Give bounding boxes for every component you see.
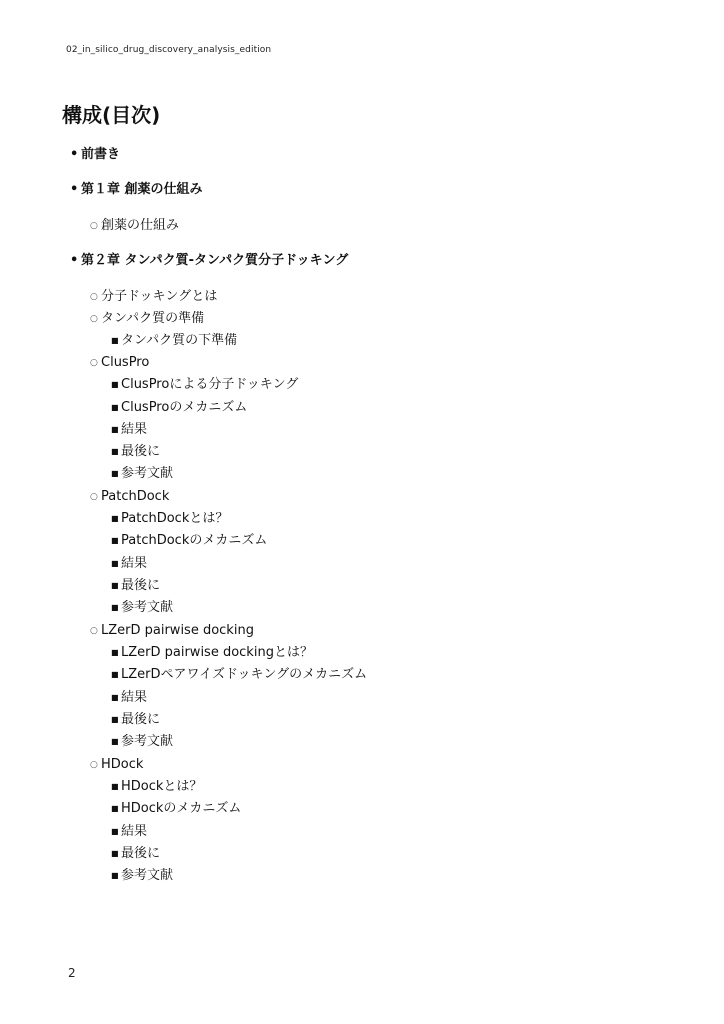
toc-item-label: 最後に — [121, 846, 161, 861]
circle-bullet-icon: ○ — [90, 626, 98, 636]
square-bullet-icon: ■ — [111, 871, 119, 880]
square-bullet-icon: ■ — [111, 804, 119, 813]
toc-item-hdock — [90, 756, 143, 774]
toc-item-label: 結果 — [121, 824, 148, 839]
square-bullet-icon: ■ — [111, 425, 119, 434]
running-header: 02_in_silico_drug_discovery_analysis_edition — [66, 45, 272, 55]
toc-item-cluspro-mechanism — [111, 399, 247, 417]
toc-item-label: 参考文献 — [121, 734, 174, 749]
bullet-icon: • — [70, 253, 79, 268]
toc-item-patchdock-results — [111, 555, 147, 573]
toc-item-protein-pre-preparation — [111, 332, 237, 350]
toc-item-lzerd-references — [111, 733, 173, 751]
toc-item-label: LZerDペアワイズドッキングのメカニズム — [121, 667, 368, 682]
circle-bullet-icon: ○ — [90, 358, 98, 368]
toc-item-label: 第１章 創薬の仕組み — [81, 182, 203, 197]
square-bullet-icon: ■ — [111, 581, 119, 590]
toc-item-patchdock-references — [111, 599, 173, 617]
toc-item-label: 第２章 タンパク質-タンパク質分子ドッキング — [81, 253, 349, 268]
square-bullet-icon: ■ — [111, 782, 119, 791]
toc-item-cluspro — [90, 354, 149, 372]
circle-bullet-icon: ○ — [90, 314, 98, 324]
toc-item-label: 創薬の仕組み — [101, 218, 180, 233]
toc-item-label: 参考文献 — [121, 466, 174, 481]
toc-item-cluspro-conclusion — [111, 443, 160, 461]
toc-item-hdock-intro — [111, 778, 202, 796]
toc-item-docking-intro — [90, 288, 217, 306]
toc-item-lzerd-mechanism — [111, 666, 367, 684]
bullet-icon: • — [70, 147, 79, 162]
square-bullet-icon: ■ — [111, 670, 119, 679]
toc-item-label: PatchDock — [101, 489, 170, 504]
toc-item-label: HDockとは？ — [121, 779, 203, 794]
square-bullet-icon: ■ — [111, 648, 119, 657]
square-bullet-icon: ■ — [111, 715, 119, 724]
toc-item-label: 分子ドッキングとは — [101, 289, 218, 304]
circle-bullet-icon: ○ — [90, 292, 98, 302]
toc-item-label: 結果 — [121, 422, 148, 437]
square-bullet-icon: ■ — [111, 469, 119, 478]
toc-item-label: 最後に — [121, 712, 161, 727]
toc-item-label: 結果 — [121, 556, 148, 571]
page-number: 2 — [68, 966, 76, 980]
toc-item-label: 参考文献 — [121, 868, 174, 883]
toc-item-label: 前書き — [81, 147, 121, 162]
toc-item-label: 参考文献 — [121, 600, 174, 615]
bullet-icon: • — [70, 182, 79, 197]
square-bullet-icon: ■ — [111, 380, 119, 389]
toc-item-lzerd-conclusion — [111, 711, 160, 729]
toc-item-label: PatchDockのメカニズム — [121, 533, 268, 548]
toc-item-patchdock-intro — [111, 510, 228, 528]
toc-item-label: ClusProのメカニズム — [121, 400, 248, 415]
toc-item-hdock-mechanism — [111, 800, 241, 818]
page-title: 構成(目次) — [62, 103, 161, 127]
toc-item-hdock-references — [111, 867, 173, 885]
toc-item-chapter-2 — [70, 252, 348, 270]
toc-item-label: ClusProによる分子ドッキング — [121, 377, 299, 392]
toc-item-patchdock-conclusion — [111, 577, 160, 595]
toc-item-label: 最後に — [121, 578, 161, 593]
square-bullet-icon: ■ — [111, 559, 119, 568]
toc-item-cluspro-docking — [111, 376, 298, 394]
toc-item-lzerd — [90, 622, 254, 640]
square-bullet-icon: ■ — [111, 827, 119, 836]
toc-item-label: LZerD pairwise dockingとは？ — [121, 645, 313, 660]
toc-item-label: 結果 — [121, 690, 148, 705]
square-bullet-icon: ■ — [111, 737, 119, 746]
circle-bullet-icon: ○ — [90, 760, 98, 770]
toc-item-label: PatchDockとは？ — [121, 511, 229, 526]
square-bullet-icon: ■ — [111, 514, 119, 523]
circle-bullet-icon: ○ — [90, 221, 98, 231]
square-bullet-icon: ■ — [111, 693, 119, 702]
toc-item-chapter-1-section-1 — [90, 217, 179, 235]
toc-item-label: HDock — [101, 757, 144, 772]
square-bullet-icon: ■ — [111, 336, 119, 345]
toc-item-label: タンパク質の準備 — [101, 311, 205, 326]
toc-item-protein-preparation — [90, 310, 204, 328]
toc-item-patchdock — [90, 488, 169, 506]
toc-item-label: LZerD pairwise docking — [101, 623, 254, 638]
square-bullet-icon: ■ — [111, 849, 119, 858]
toc-item-lzerd-results — [111, 689, 147, 707]
circle-bullet-icon: ○ — [90, 492, 98, 502]
toc-item-lzerd-intro — [111, 644, 313, 662]
toc-item-hdock-conclusion — [111, 845, 160, 863]
toc-item-chapter-1 — [70, 181, 203, 199]
square-bullet-icon: ■ — [111, 536, 119, 545]
square-bullet-icon: ■ — [111, 403, 119, 412]
toc-item-preface — [70, 146, 120, 164]
square-bullet-icon: ■ — [111, 447, 119, 456]
toc-item-hdock-results — [111, 823, 147, 841]
toc-item-patchdock-mechanism — [111, 532, 267, 550]
toc-item-label: タンパク質の下準備 — [121, 333, 238, 348]
square-bullet-icon: ■ — [111, 603, 119, 612]
toc-item-label: HDockのメカニズム — [121, 801, 242, 816]
toc-item-label: ClusPro — [101, 355, 150, 370]
toc-item-cluspro-references — [111, 465, 173, 483]
toc-item-label: 最後に — [121, 444, 161, 459]
toc-item-cluspro-results — [111, 421, 147, 439]
